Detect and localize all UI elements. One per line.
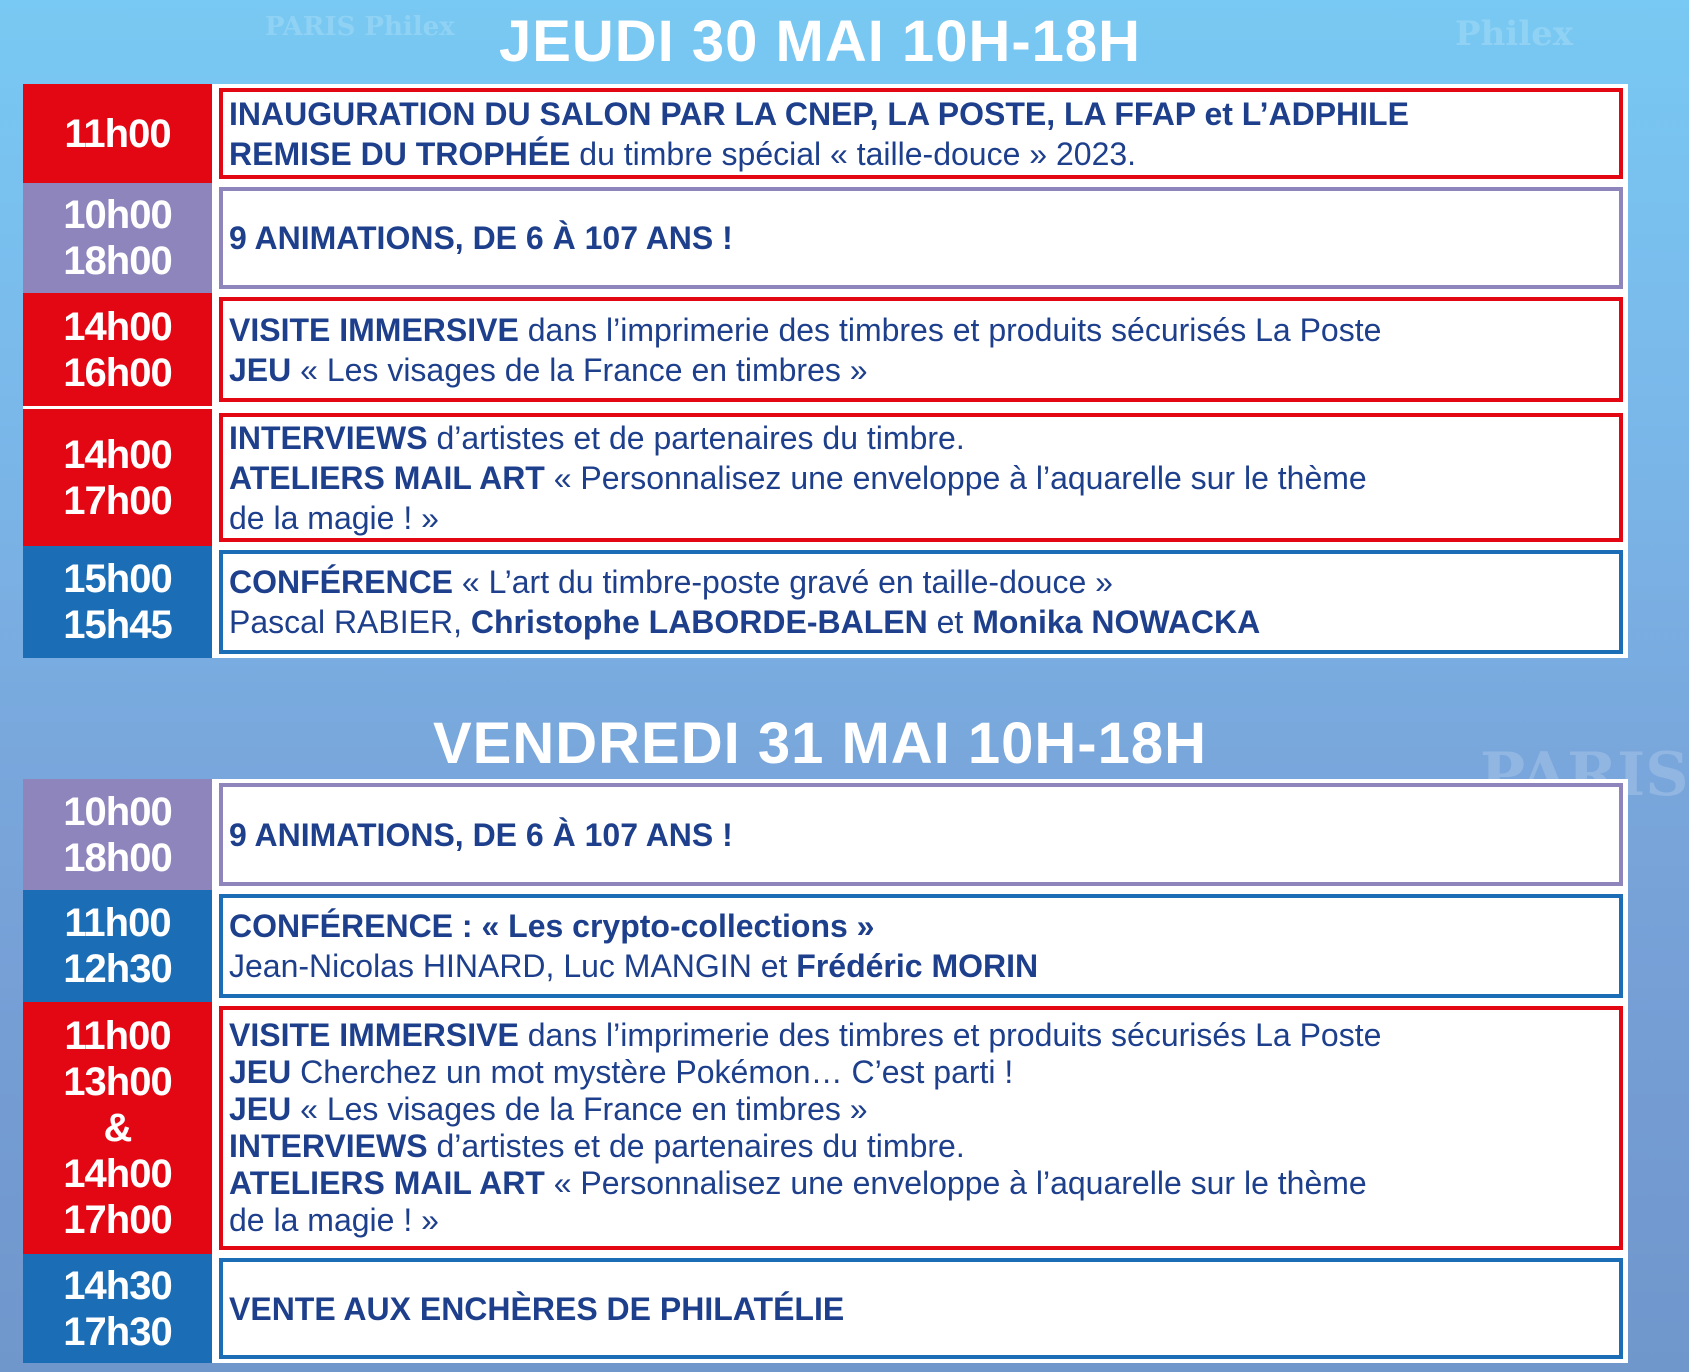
event-description: Cherchez un mot mystère Pokémon… C’est parti ! <box>291 1054 1014 1090</box>
philex-watermark-logo: Philex <box>1455 14 1574 54</box>
event-title: CONFÉRENCE <box>229 564 454 600</box>
time-end: 13h00 <box>63 1060 172 1104</box>
event-box <box>219 187 1623 289</box>
event-description: « Personnalisez une enveloppe à l’aquarelle sur le thème <box>544 1165 1367 1201</box>
time-start: 15h00 <box>63 557 172 601</box>
event-title: REMISE DU TROPHÉE <box>229 135 571 172</box>
event-title: VISITE IMMERSIVE <box>229 1017 519 1053</box>
event-description: de la magie ! » <box>229 499 439 536</box>
event-title: ATELIERS MAIL ART <box>229 459 545 496</box>
time-end: 17h00 <box>63 1198 172 1242</box>
event-description: « Personnalisez une enveloppe à l’aquarelle sur le thème <box>544 459 1367 496</box>
schedule-row <box>23 1002 1628 1254</box>
schedule-row <box>23 546 1628 658</box>
speaker-name: Pascal RABIER, <box>229 604 471 640</box>
event-description: du timbre spécial « taille-douce » 2023. <box>570 135 1137 172</box>
speaker-name: Frédéric MORIN <box>796 948 1039 984</box>
schedule-row <box>23 890 1628 1002</box>
event-title: VENTE AUX ENCHÈRES DE PHILATÉLIE <box>229 1290 845 1327</box>
conjunction: et <box>751 948 797 984</box>
event-title: JEU <box>229 351 292 388</box>
event-title: ATELIERS MAIL ART <box>229 1165 545 1201</box>
schedule-row <box>23 183 1628 293</box>
event-box <box>219 88 1623 179</box>
event-title: CONFÉRENCE : « Les crypto-collections » <box>229 908 875 944</box>
event-title: 9 ANIMATIONS, DE 6 À 107 ANS ! <box>229 816 733 853</box>
schedule-row <box>23 406 1628 546</box>
time-slot <box>23 293 212 406</box>
event-description: d’artistes et de partenaires du timbre. <box>427 419 965 456</box>
event-description: « Les visages de la France en timbres » <box>291 1091 868 1127</box>
time-start: 11h00 <box>64 901 171 945</box>
event-title: INTERVIEWS <box>229 1128 428 1164</box>
event-box <box>219 894 1623 998</box>
time-start: 14h00 <box>63 432 172 477</box>
schedule-row <box>23 779 1628 890</box>
event-box <box>219 1006 1623 1250</box>
paris-philex-watermark-logo: PARIS Philex <box>265 12 455 42</box>
day-title-vendredi: VENDREDI 31 MAI 10H-18H <box>433 711 1207 776</box>
event-description: « L’art du timbre-poste gravé en taille-douce » <box>453 564 1113 600</box>
event-description: d’artistes et de partenaires du timbre. <box>427 1128 965 1164</box>
conjunction: et <box>927 604 973 640</box>
time-slot <box>23 183 212 293</box>
time-start: 11h00 <box>64 1014 171 1058</box>
event-title: VISITE IMMERSIVE <box>229 311 519 348</box>
paris-watermark-logo: PARIS <box>1480 740 1689 810</box>
time-start: 14h00 <box>63 1152 172 1196</box>
time-slot <box>23 890 212 1002</box>
time-start: 14h00 <box>63 304 172 349</box>
schedule-row <box>23 84 1628 183</box>
event-title: JEU <box>229 1054 292 1090</box>
event-box <box>219 297 1623 402</box>
time-start: 14h30 <box>63 1263 172 1308</box>
time-end: 17h30 <box>63 1309 172 1354</box>
schedule-row <box>23 1254 1628 1363</box>
time-end: 15h45 <box>63 603 172 647</box>
event-description: dans l’imprimerie des timbres et produits sécurisés La Poste <box>518 311 1382 348</box>
time-end: 18h00 <box>63 835 172 880</box>
time-separator: & <box>103 1106 132 1150</box>
schedule-section-jeudi <box>23 84 1628 658</box>
time-slot <box>23 1254 212 1363</box>
schedule-section-vendredi <box>23 779 1628 1363</box>
event-description: dans l’imprimerie des timbres et produits sécurisés La Poste <box>518 1017 1382 1053</box>
time-end: 12h30 <box>63 947 172 991</box>
event-title: JEU <box>229 1091 292 1127</box>
event-box <box>219 783 1623 886</box>
speaker-name: Monika NOWACKA <box>972 604 1261 640</box>
time-slot <box>23 779 212 890</box>
schedule-row <box>23 293 1628 406</box>
event-description: de la magie ! » <box>229 1202 439 1238</box>
speaker-name: Jean-Nicolas HINARD, Luc MANGIN <box>229 948 752 984</box>
event-title: 9 ANIMATIONS, DE 6 À 107 ANS ! <box>229 220 733 256</box>
event-box <box>219 1258 1623 1359</box>
event-box <box>219 550 1623 654</box>
event-box <box>219 413 1623 542</box>
time-slot <box>23 409 212 546</box>
time-slot <box>23 84 212 183</box>
time-label: 11h00 <box>64 111 171 156</box>
time-start: 10h00 <box>63 789 172 834</box>
speaker-name: Christophe LABORDE-BALEN <box>470 604 928 640</box>
event-description: « Les visages de la France en timbres » <box>291 351 868 388</box>
event-title: INTERVIEWS <box>229 419 428 456</box>
time-start: 10h00 <box>63 193 172 237</box>
time-slot <box>23 1002 212 1254</box>
time-slot <box>23 546 212 658</box>
time-end: 16h00 <box>63 350 172 395</box>
event-title: INAUGURATION DU SALON PAR LA CNEP, LA POSTE, LA FFAP et L’ADPHILE <box>229 95 1409 132</box>
time-end: 17h00 <box>63 478 172 523</box>
day-title-jeudi: JEUDI 30 MAI 10H-18H <box>498 9 1142 74</box>
time-end: 18h00 <box>63 239 172 283</box>
